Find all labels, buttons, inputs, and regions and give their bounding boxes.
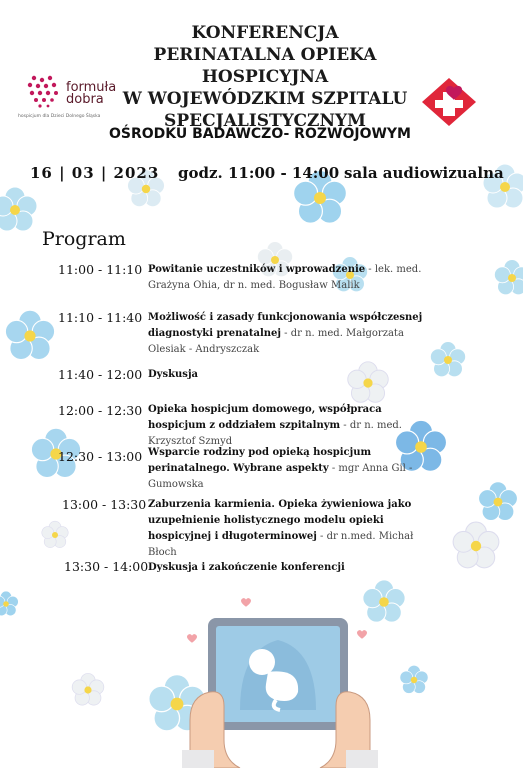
item-time: 11:00 - 11:10 [58, 262, 143, 277]
item-title: Zaburzenia karmienia. Opieka żywieniowa jako uzupełnienie holistycznego modelu opieki hospicyjnej i długoterminowej [148, 499, 412, 542]
item-speaker: - mgr Anna Gil - Gumowska [148, 463, 413, 490]
event-time: godz. 11:00 - 14:00 [178, 164, 340, 182]
item-speaker: - lek. med. Grażyna Ohia, dr n. med. Bogusław Malik [148, 264, 422, 291]
item-time: 12:30 - 13:00 [58, 449, 143, 464]
flower-icon [492, 258, 523, 298]
conference-title [100, 22, 430, 132]
item-description [148, 445, 438, 493]
title-line: W WOJEWÓDZKIM SZPITALU [122, 89, 408, 109]
item-description [148, 367, 438, 383]
flower-icon [476, 480, 520, 524]
item-title: Powitanie uczestników i wprowadzenie [148, 264, 366, 275]
item-speaker: - dr n.med. Michał Błoch [148, 531, 414, 558]
item-description [148, 310, 438, 358]
logo-name: formuła dobra [66, 80, 117, 107]
item-time: 13:30 - 14:00 [64, 559, 149, 574]
item-description [148, 560, 438, 576]
item-title: Dyskusja [148, 369, 199, 380]
item-description [148, 497, 438, 561]
item-description [148, 402, 438, 450]
item-title: Dyskusja i zakończenie konferencji [148, 562, 345, 573]
title-line: SPECJALISTYCZNYM [164, 111, 366, 131]
flower-icon [0, 185, 40, 235]
item-time: 11:40 - 12:00 [58, 367, 143, 382]
program-heading: Program [42, 228, 126, 250]
logo-subtitle: hospicjum dla Dzieci Dolnego Śląska [18, 114, 101, 119]
flower-icon [2, 308, 58, 364]
flower-icon [450, 520, 502, 572]
flower-icon [40, 520, 70, 550]
item-title: Wsparcie rodziny pod opieką hospicjum perinatalnego. Wybrane aspekty [148, 447, 372, 474]
event-room: sala audiowizualna [344, 164, 504, 182]
item-title: Opieka hospicjum domowego, współpraca hospicjum z oddziałem szpitalnym [148, 404, 382, 431]
event-date: 16 | 03 | 2023 [30, 164, 160, 182]
title-line: KONFERENCJA [191, 23, 339, 43]
ultrasound-tablet-illustration [180, 600, 380, 768]
dots-heart-icon [22, 72, 62, 112]
item-time: 13:00 - 13:30 [62, 497, 147, 512]
item-time: 11:10 - 11:40 [58, 310, 143, 325]
item-speaker: - dr n. med. Krzysztof Szmyd [148, 420, 402, 447]
flower-icon [0, 590, 20, 618]
title-line: PERINATALNA OPIEKA HOSPICYJNA [153, 45, 377, 87]
item-title: Możliwość i zasady funkcjonowania współczesnej diagnostyki prenatalnej [148, 312, 423, 339]
conference-subtitle: OŚRODKU BADAWCZO- ROZWOJOWYM [109, 126, 411, 142]
item-description [148, 262, 438, 294]
flower-icon [398, 664, 430, 696]
flower-icon [70, 672, 106, 708]
item-time: 12:00 - 12:30 [58, 403, 143, 418]
item-speaker: - dr n. med. Małgorzata Olesiak - Andryszczak [148, 328, 404, 355]
